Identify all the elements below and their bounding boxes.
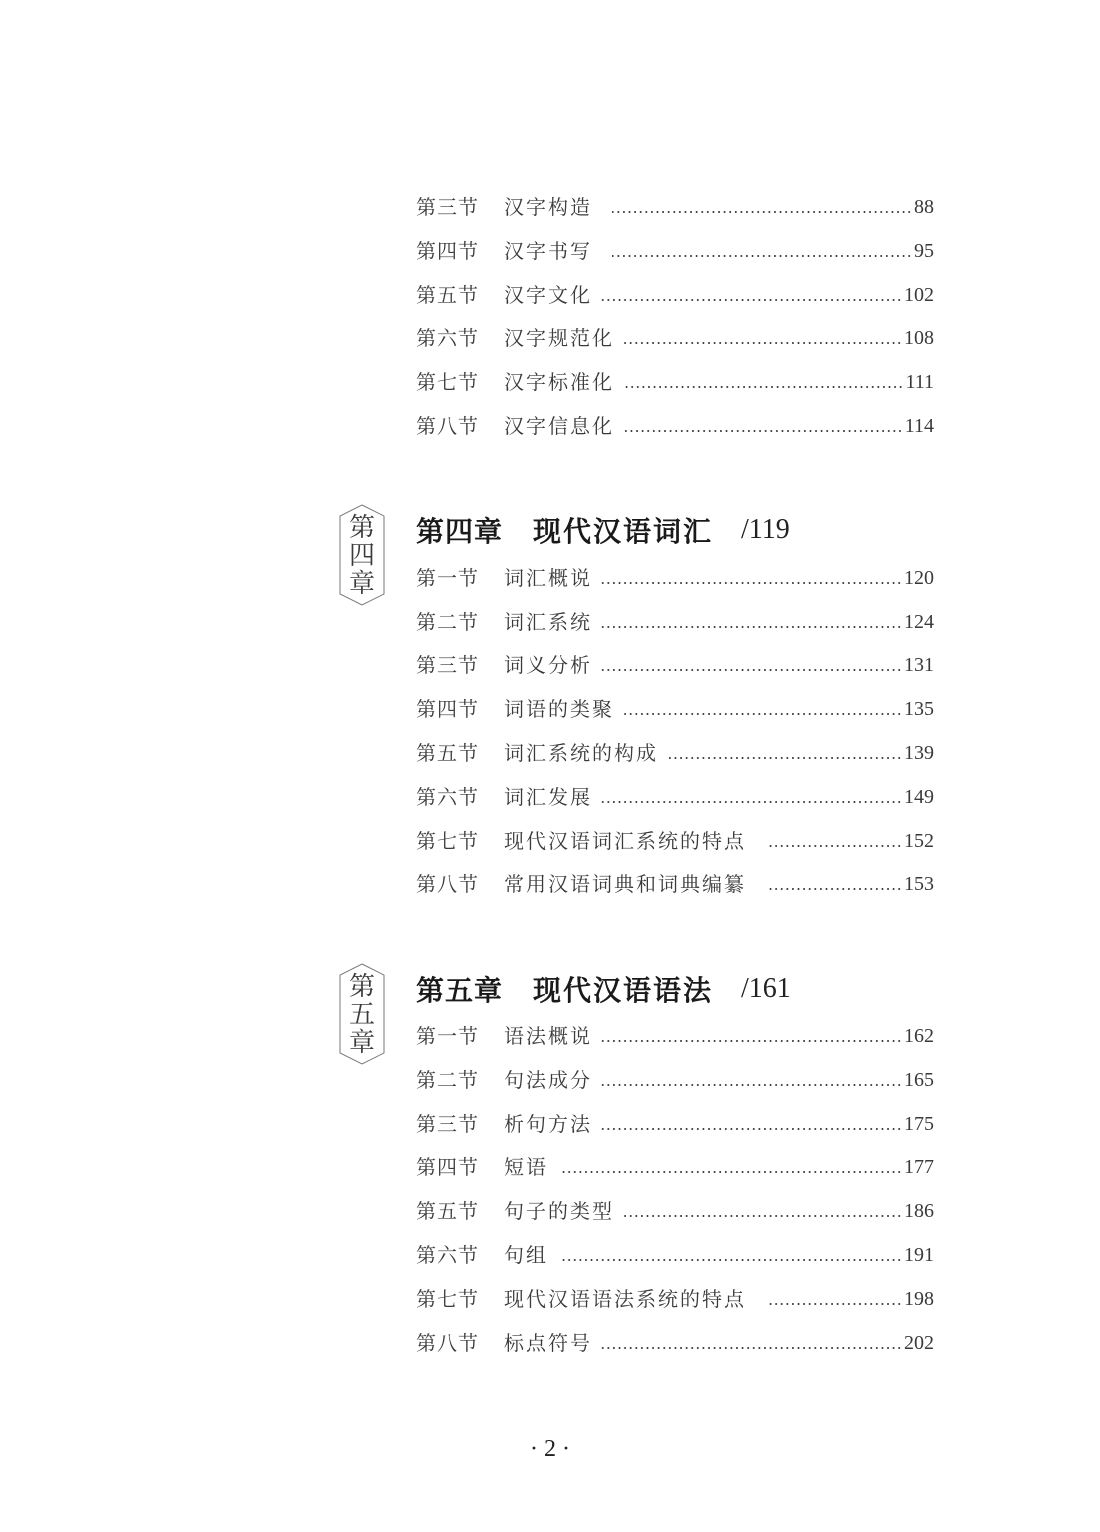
dot-leader bbox=[562, 1152, 902, 1182]
toc-entry[interactable] bbox=[416, 650, 934, 680]
dot-leader bbox=[600, 1328, 902, 1358]
chapter-badge bbox=[338, 963, 386, 1065]
section-number: 第四节 bbox=[416, 239, 479, 263]
section-title: 析句方法 bbox=[504, 1112, 592, 1136]
section-page: 198 bbox=[904, 1288, 934, 1310]
toc-entry[interactable] bbox=[416, 323, 934, 353]
section-title: 汉字规范化 bbox=[504, 326, 614, 350]
dot-leader bbox=[600, 563, 902, 593]
section-title: 汉字标准化 bbox=[504, 370, 614, 394]
badge-char: 第 bbox=[348, 972, 375, 1002]
section-title: 汉字构造 bbox=[504, 195, 592, 219]
section-page: 124 bbox=[904, 611, 934, 633]
dot-leader bbox=[600, 1021, 902, 1051]
section-title: 词义分析 bbox=[504, 653, 592, 677]
section-page: 177 bbox=[904, 1156, 934, 1178]
section-page: 152 bbox=[904, 830, 934, 852]
section-number: 第六节 bbox=[416, 1243, 479, 1267]
chapter-page: /161 bbox=[741, 973, 791, 1004]
dot-leader bbox=[666, 738, 902, 768]
toc-entry[interactable] bbox=[416, 367, 934, 397]
dot-leader bbox=[600, 782, 902, 812]
dot-leader bbox=[612, 192, 912, 222]
dot-leader bbox=[768, 869, 902, 899]
section-number: 第五节 bbox=[416, 741, 479, 765]
badge-char: 章 bbox=[348, 1028, 375, 1058]
toc-entry[interactable] bbox=[416, 826, 934, 856]
section-number: 第七节 bbox=[416, 370, 479, 394]
section-title: 词汇系统 bbox=[504, 610, 592, 634]
toc-entry[interactable] bbox=[416, 607, 934, 637]
chapter-label: 第四章 bbox=[416, 515, 504, 548]
section-number: 第七节 bbox=[416, 1287, 479, 1311]
toc-entry[interactable] bbox=[416, 782, 934, 812]
section-number: 第五节 bbox=[416, 283, 479, 307]
toc-entry[interactable] bbox=[416, 738, 934, 768]
section-number: 第一节 bbox=[416, 1024, 479, 1048]
section-number: 第七节 bbox=[416, 829, 479, 853]
section-number: 第六节 bbox=[416, 326, 479, 350]
section-title: 词汇发展 bbox=[504, 785, 592, 809]
section-number: 第八节 bbox=[416, 414, 479, 438]
page-number: · 2 · bbox=[530, 1436, 570, 1462]
section-number: 第八节 bbox=[416, 1331, 479, 1355]
section-page: 95 bbox=[914, 240, 934, 262]
badge-char: 第 bbox=[348, 513, 375, 543]
toc-entry[interactable] bbox=[416, 1065, 934, 1095]
toc-entry[interactable] bbox=[416, 1284, 934, 1314]
section-number: 第一节 bbox=[416, 566, 479, 590]
dot-leader bbox=[612, 236, 912, 266]
dot-leader bbox=[622, 323, 902, 353]
section-page: 108 bbox=[904, 327, 934, 349]
section-page: 120 bbox=[904, 567, 934, 589]
section-page: 135 bbox=[904, 698, 934, 720]
toc-entry[interactable] bbox=[416, 1196, 934, 1226]
section-title: 汉字书写 bbox=[504, 239, 592, 263]
section-page: 149 bbox=[904, 786, 934, 808]
toc-entry[interactable] bbox=[416, 563, 934, 593]
badge-char: 四 bbox=[348, 541, 375, 571]
section-title: 词汇概说 bbox=[504, 566, 592, 590]
chapter-name: 现代汉语语法 bbox=[533, 974, 714, 1007]
section-title: 现代汉语词汇系统的特点 bbox=[504, 829, 746, 853]
section-number: 第五节 bbox=[416, 1199, 479, 1223]
dot-leader bbox=[622, 367, 903, 397]
section-page: 165 bbox=[904, 1069, 934, 1091]
toc-entry[interactable] bbox=[416, 1021, 934, 1051]
section-number: 第六节 bbox=[416, 785, 479, 809]
section-number: 第三节 bbox=[416, 653, 479, 677]
section-number: 第四节 bbox=[416, 697, 479, 721]
toc-entry[interactable] bbox=[416, 1109, 934, 1139]
toc-entry[interactable] bbox=[416, 694, 934, 724]
section-number: 第二节 bbox=[416, 610, 479, 634]
badge-char: 章 bbox=[348, 569, 375, 599]
section-number: 第四节 bbox=[416, 1155, 479, 1179]
section-number: 第三节 bbox=[416, 195, 479, 219]
chapter-name: 现代汉语词汇 bbox=[533, 515, 714, 548]
section-page: 111 bbox=[905, 371, 934, 393]
chapter-heading[interactable] bbox=[416, 969, 791, 1009]
section-title: 语法概说 bbox=[504, 1024, 592, 1048]
badge-char: 五 bbox=[348, 1000, 375, 1030]
section-title: 标点符号 bbox=[504, 1331, 592, 1355]
section-title: 短语 bbox=[504, 1155, 548, 1179]
toc-entry[interactable] bbox=[416, 869, 934, 899]
toc-entry[interactable] bbox=[416, 236, 934, 266]
chapter-page: /119 bbox=[741, 514, 790, 545]
section-page: 114 bbox=[904, 415, 934, 437]
chapter-label: 第五章 bbox=[416, 974, 504, 1007]
chapter-heading[interactable] bbox=[416, 510, 790, 550]
section-page: 175 bbox=[904, 1113, 934, 1135]
section-title: 汉字信息化 bbox=[504, 414, 614, 438]
dot-leader bbox=[622, 694, 902, 724]
toc-entry[interactable] bbox=[416, 1328, 934, 1358]
dot-leader bbox=[600, 1065, 902, 1095]
dot-leader bbox=[768, 1284, 902, 1314]
dot-leader bbox=[562, 1240, 902, 1270]
section-title: 汉字文化 bbox=[504, 283, 592, 307]
badge-text bbox=[338, 973, 386, 1057]
section-title: 句子的类型 bbox=[504, 1199, 614, 1223]
dot-leader bbox=[622, 411, 903, 441]
section-title: 句组 bbox=[504, 1243, 548, 1267]
dot-leader bbox=[600, 1109, 902, 1139]
section-page: 139 bbox=[904, 742, 934, 764]
section-title: 常用汉语词典和词典编纂 bbox=[504, 872, 746, 896]
chapter-badge bbox=[338, 504, 386, 606]
section-title: 句法成分 bbox=[504, 1068, 592, 1092]
section-number: 第三节 bbox=[416, 1112, 479, 1136]
section-page: 186 bbox=[904, 1200, 934, 1222]
toc-entry[interactable] bbox=[416, 1240, 934, 1270]
dot-leader bbox=[768, 826, 902, 856]
section-title: 词语的类聚 bbox=[504, 697, 614, 721]
dot-leader bbox=[600, 280, 902, 310]
badge-text bbox=[338, 514, 386, 598]
section-page: 88 bbox=[914, 196, 934, 218]
section-title: 现代汉语语法系统的特点 bbox=[504, 1287, 746, 1311]
section-number: 第二节 bbox=[416, 1068, 479, 1092]
section-page: 102 bbox=[904, 284, 934, 306]
section-page: 191 bbox=[904, 1244, 934, 1266]
dot-leader bbox=[600, 650, 902, 680]
dot-leader bbox=[622, 1196, 902, 1226]
section-page: 131 bbox=[904, 654, 934, 676]
section-page: 162 bbox=[904, 1025, 934, 1047]
section-title: 词汇系统的构成 bbox=[504, 741, 658, 765]
toc-entry[interactable] bbox=[416, 192, 934, 222]
dot-leader bbox=[600, 607, 902, 637]
section-number: 第八节 bbox=[416, 872, 479, 896]
section-page: 153 bbox=[904, 873, 934, 895]
toc-entry[interactable] bbox=[416, 280, 934, 310]
toc-entry[interactable] bbox=[416, 1152, 934, 1182]
section-page: 202 bbox=[904, 1332, 934, 1354]
toc-entry[interactable] bbox=[416, 411, 934, 441]
